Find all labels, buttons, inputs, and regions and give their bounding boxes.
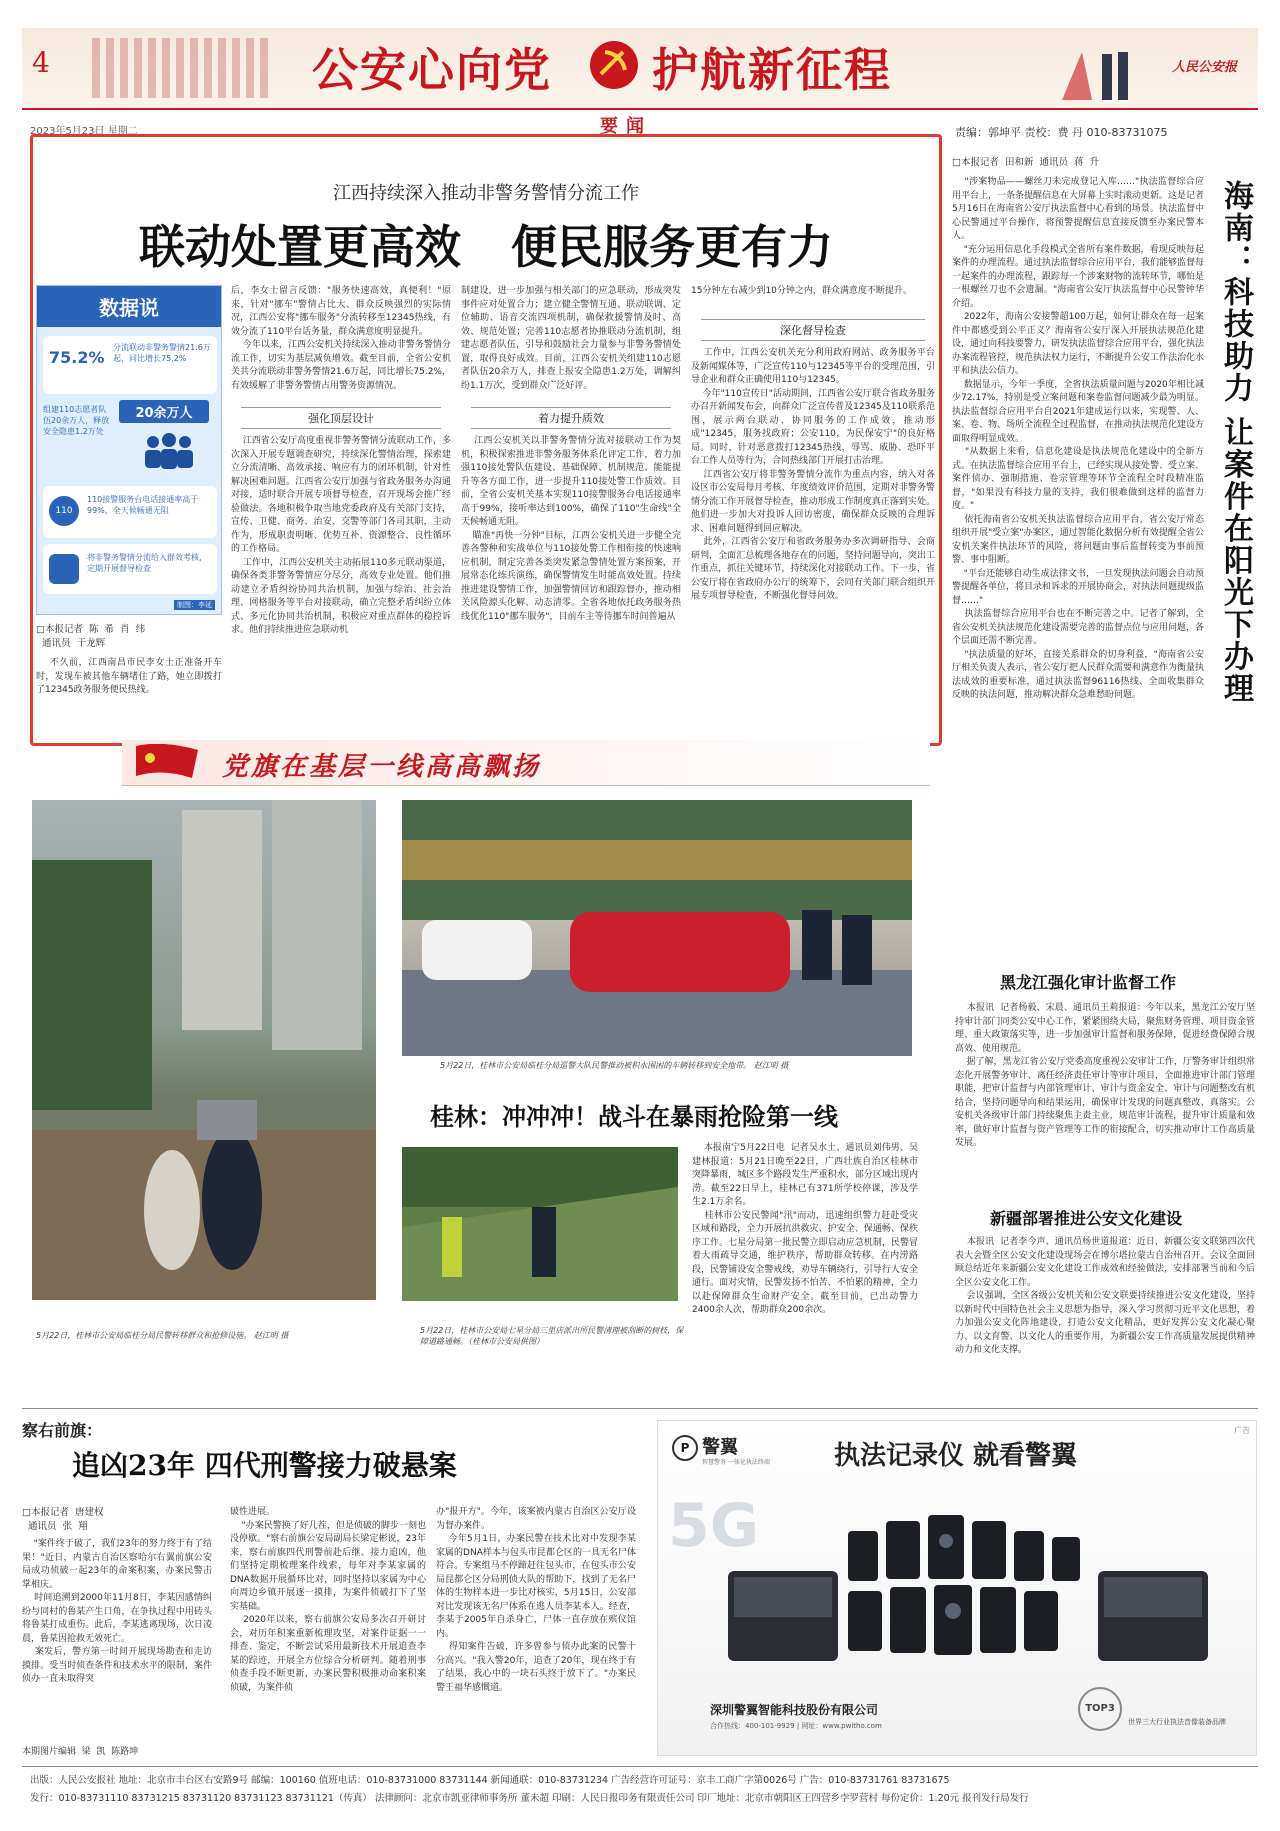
ad-brand-tagline: 智慧警务 一体化执法终端 [702,1459,770,1466]
advertisement[interactable] [657,1420,1257,1756]
subhead-improve-efficiency: 着力提升质效 [471,407,671,429]
stat-1-value: 75.2% [49,348,105,367]
ad-award: 世界三大行业执法音像装备品牌 [1128,1718,1226,1726]
photo-editor-credit: 本期图片编辑 梁 凯 陈路坤 [22,1747,139,1757]
ad-corner-label: 广告 [1234,1426,1250,1435]
page-number: 4 [32,46,50,79]
checklist-icon [49,554,79,584]
subhead-strengthen-design: 强化顶层设计 [241,407,441,429]
flood-rescue-photo [32,800,376,1300]
cold-case-column-2: 破性进展。 "办案民警换了好几茬，但是侦破的脚步一刻也没停歇。"察右前旗公安局副局长梁定彬说，23年来，察右前旗四代刑警前赴后继、接力追凶，他们坚持定期梳理案件线索，每年对李某家属的DNA数据开展循环比对，同时坚持以家属为中心向周边乡镇开展逐一摸排，为案件侦破打下了坚实基础。 2020年以来，察右前旗公安局多次召开研讨会，对历年积案重新梳理攻坚，对案件证据一一排查、鉴定，不断尝试采用最新技术开展追查李某的踪迹，开展全方位综合分析研判。随着刑事侦查手段不断更新，办案民警积极推动命案积案侦破，为案件侦 [230,1507,426,1693]
ad-slogan: 执法记录仪 就看警翼 [834,1441,1078,1471]
cold-case-column-1: "案件终于破了，我们23年的努力终于有了结果！"近日，内蒙古自治区察哈尔右翼前旗公安局成功侦破一起23年的命案积案，办案民警击掌相庆。 时间追溯到2000年11月8日，李某因感情纠纷与同村的鲁某产生口角，在争执过程中用砖头将鲁某打成重伤。此后，李某逃离现场，次日凌晨，鲁某因抢救无效死亡。 案发后，警方第一时间开展现场勘查和走访摸排。受当时侦查条件和技术水平的限制，案件侦办一直未取得突 [22,1539,212,1684]
party-banner [122,740,930,786]
guilin-headline: 桂林：冲冲冲！战斗在暴雨抢险第一线 [430,1102,838,1131]
stat-1 [43,336,217,394]
guilin-body: 本报南宁5月22日电 记者吴水土、通讯员刘伟男、吴建林报道：5月21日晚至22日，广西壮族自治区桂林市突降暴雨，城区多个路段发生严重积水，部分区域出现内涝。截至22日早上，桂林已有371所学校停课，涉及学生2.1万余名。 桂林市公安民警闻"汛"而动，迅速组织警力赶赴受灾区域和路段，全力开展抗洪救灾、护安全、保通畅、保秩序工作。七星分局第一批民警立即启动应急机制，民警冒着大雨疏导交通，维护秩序，帮助群众转移。在内涝路段，民警铺设安全警戒线，劝导车辆绕行，引导行人安全通行。面对灾情，民警发扬不怕苦、不怕累的精神，全力以赴保障群众生命财产安全。截至目前，已出动警力2400余人次，帮助群众200余次。 [692,1143,918,1315]
lead-headline [33,211,939,277]
stat-4-text: 将非警务警情分流给入群效考核，定期开展督导检查 [87,553,207,573]
data-box-title: 数据说 [37,286,221,327]
lead-column-2-bottom: 江西省公安厅高度重视非警务警情分流联动工作，多次深入开展专题调查研究，持续深化警情治理，探索建立分流清晰、高效承接、响应有力的闭环机制，针对性解决困难问题。江西省公安厅加强与省政务服务办沟通对接，适时联合开展专项督导检查，召开现场会推广经验做法。各地积极争取当地党委政府及有关部门支持，宣传、卫健、商务、治安、交警等部门各司其职，主动作为，形成职责明晰、优势互补、资源整合、良性循环的工作格局。 工作中，江西公安机关主动拓展110多元联动渠道，确保各类非警务警情应分尽分，高效专业处置。他们推动建立矛盾纠纷协同共治机制，加强与综治、社会治理、网格服务等平台对接联动，确立完整矛盾纠纷立体式、多元化协同共治机制，积极应对重点群体的稳控诉求。他们持续推进应急联动机 [231,436,451,635]
hainan-article [950,150,1255,990]
newspaper-logo: 人民公安报 [1172,60,1238,75]
flag-icon [132,744,202,782]
heilongjiang-body: 本报讯 记者杨毅、宋晨、通讯员王莉报道：今年以来，黑龙江公安厅坚持审计部门同类公安中心工作，紧紧围绕大局，聚焦财务管理、项目资金管理、重大政策落实等，进一步加强审计监督和服务保障，促进经费保障合规高效、使用规范。 据了解，黑龙江省公安厅党委高度重视公安审计工作，厅警务审计组织常态化开展警务审计、离任经济责任审计等审计项目，全面推进审计部门管理职能，把审计监督与内部管理审计、审计与资金安全、审计与问题整改有机结合，坚持问题导向和结果运用，确保审计发现的问题真整改、真落实。公安机关各级审计部门持续聚焦主责主业，规范审计流程，提升审计质量和效率，做好审计监督与资产管理等工作的衔接配合，切实推动审计工作高质量发展。 [955,1003,1255,1148]
stat-2-tag: 20余万人 [119,400,209,423]
ad-company: 深圳警翼智能科技股份有限公司 [710,1703,879,1717]
cold-case-headline: 追凶23年 四代刑警接力破悬案 [72,1449,457,1482]
stat-3 [43,486,217,538]
stat-2-text: 组建110志愿者队伍20余万人，释放安全隐患1.2万处 [43,405,110,436]
stat-1-text: 分流联动非警务警情21.6万起，同比增长75.2% [113,343,211,363]
police-figures-decoration [1062,42,1142,100]
party-banner-text: 党旗在基层一线高高飘扬 [222,752,542,782]
issue-date: 2023年5月23日 星期二 [30,126,138,137]
footer-divider [22,1766,1258,1767]
lead-column-2-top: 后，李女士留言反馈："服务快速高效，真便利！"原来，针对"挪车"警情占比大、群众反映强烈的实际情况，江西公安将"挪车服务"分流转移至12345热线，有效分流了110平台话务量，群众满意度明显提升。 今年以来，江西公安机关持续深入推动非警务警情分流工作，切实为基层减负增效。截至目前，全省公安机关共分流联动非警务警情21.6万起，同比增长75.2%，有效缓解了非警务警情占用警务资源情况。 [231,286,451,391]
hainan-byline: □本报记者 田和新 通讯员 蒋 升 [952,157,1100,168]
ad-contact: 合作热线：400-101-9929 | 网址：www.pwitho.com [710,1722,882,1730]
lead-kicker: 江西持续深入推动非警务警情分流工作 [333,183,639,204]
footer-line-1: 出版：人民公安报社 地址：北京市丰台区右安路9号 邮编：100160 值班电话：010-83731000 83731144 新闻通联：010-83731234 广告经营许可证号：京丰工商广字第0026号 广告：010-83731761 83731675 [30,1775,950,1786]
ad-5g-graphic: 5G [668,1491,759,1561]
lead-article [30,134,942,746]
cold-case-byline: □本报记者 唐建权 通讯员 张 翔 [22,1507,104,1532]
heilongjiang-headline: 黑龙江强化审计监督工作 [1000,973,1177,992]
tree-clearing-caption: 5月22日，桂林市公安局七星分局三里店派出所民警清理被刮断的树枝，保障道路通畅。（桂林市公安局供图） [420,1326,684,1346]
footer-line-2: 发行：010-83731110 83731215 83731120 83731123 83731121（传真） 法律顾问：北京市凯亚律师事务所 董未超 印刷：人民日报印务有限责任公司 印厂地址：北京市朝阳区王四营乡孛罗营村 每份定价：1.20元 报刊发行局发行 [30,1793,1029,1804]
masthead [22,28,1258,110]
lead-column-4-bottom: 工作中，江西公安机关充分利用政府网站、政务服务平台及新闻媒体等，广泛宣传110与12345等平台的受理范围，引导企业和群众正确使用110与12345。 今年"110宣传日"活动期间，江西省公安厅联合省政务服务办召开新闻发布会，向群众广泛宣传普及12345及110联系范围，展示两台联动、协同服务的工作成效，推动形成"12345，服务找政府；公安110，为民保安宁"的良好格局。同时，针对恶意拨打12345热线，辱骂、威胁、恐吓平台工作人员等行为，合同热线部门开展打击治理。 江西省公安厅将非警务警情分流作为重点内容，纳入对各设区市公安局每月考核、年度绩效评价范围，定期对非警务警情分流工作开展督导检查，推动形成工作制度真正落到实处。他们进一步加大对投诉人回访密度，确保群众反映的合理诉求、困难问题得到回应解决。 此外，江西省公安厅和省政务服务办多次调研指导、会商研判，全面汇总梳理各地存在的问题，坚持问题导向，突出工作重点，抓住关键环节，持续深化对接联动工作。下一步，省公安厅将在省政府办公厅的统筹下，会同有关部门联合组织开展专项督导检查，不断强化督导问效。 [691,348,935,601]
lead-column-4 [691,285,935,741]
body-camera-products [718,1501,1218,1681]
slogan-right: 护航新征程 [652,43,892,97]
slogan-left: 公安心向党 [312,43,552,97]
section-divider [22,1408,1258,1409]
volunteers-icon [139,430,193,474]
car-push-photo [402,800,912,1056]
car-push-caption: 5月22日，桂林市公安局临桂分局巡警大队民警推动被积水围困的车辆转移到安全地带。 赵江明 摄 [440,1061,789,1070]
editor-line: 责编：郭坤平 责校：费 丹 010-83731075 [955,126,1168,139]
headline-part-a: 联动处置更高效 [139,220,461,274]
stat-2 [43,400,217,480]
xinjiang-body: 本报讯 记者李今声、通讯员杨世道报道：近日，新疆公安文联第四次代表大会暨全区公安文化建设现场会在博尔塔拉蒙古自治州召开。会议全面回顾总结近年来新疆公安文化建设工作成效和经验做法，安排部署当前和今后全区公安文化工作。 会议强调，全区各级公安机关和公安文联要持续推进公安文化建设，坚持以新时代中国特色社会主义思想为指导，深入学习贯彻习近平文化思想，着力加强公安文化阵地建设，打造公安文化精品，更好发挥公安文化凝心聚力、以文育警、以文化人的重要作用，为新疆公安工作高质量发展提供精神动力和文化支撑。 [955,1237,1255,1355]
data-box [36,285,222,615]
hainan-vertical-title: 海南：科技助力 让案件在阳光下办理 [1218,180,1253,705]
flood-rescue-caption: 5月22日，桂林市公安局临桂分局民警转移群众和抢修设施。 赵江明 摄 [36,1331,289,1340]
stat-4 [43,544,217,594]
ad-brand: 警翼 [702,1437,738,1458]
lead-column-3-top: 制建设，进一步加强与相关部门的应急联动，形成突发事件应对处置合力；建立健全警情互通、联动联调、定位辅助、语音交流四项机制，确保救援警情及时、高效、规范处置；完善110志愿者协推联动分流机制，组建志愿者队伍，引导和鼓励社会力量参与非警务警情处置，取得良好成效。目前，江西公安机关组建110志愿者队伍20余万人，排查上报安全隐患1.2万处，调解纠纷1.1万次，受到群众广泛好评。 [461,286,681,391]
subhead-deepen-supervision: 深化督导检查 [701,319,925,341]
top3-badge: TOP3 [1078,1687,1122,1731]
xinjiang-headline: 新疆部署推进公安文化建设 [990,1209,1183,1228]
stat-3-text: 110接警服务台电话接通率高于99%，全天候畅通无阻 [87,495,199,515]
hainan-body: "涉案物品——螺丝刀未完成登记入库……"执法监督综合应用平台上，一条条提醒信息在大屏幕上实时滚动更新。这是记者5月16日在海南省公安厅执法监督中心看到的场景。执法监督中心民警通过平台操作，将预警提醒信息直接反馈至办案民警本人。 "充分运用信息化手段模式全省所有案件数据，看现反映每起案件的办理流程。通过执法监督综合应用平台，我们能够监督每一起案件的办理流程，跟踪每一个涉案财物的流转环节，哪怕是一根螺丝刀也不会遗漏。"海南省公安厅执法监督中心民警钟华介绍。 2022年，海南公安接警超100万起，如何让群众在每一起案件中都感受到公平正义？海南省公安厅深入开展执法规范化建设，通过向科技要警力，研发执法监督综合应用平台，强化执法办案流程管控，规范执法权力运行，不断提升公安工作法治化水平和执法公信力。 数据显示，今年一季度，全省执法质量问题与2020年相比减少72.17%，特别是受立案问题和案卷监督问题减少最为明显。执法监督综合应用平台自2021年建成运行以来，实现警、人、案、卷、物、场所全流程全过程监督，在推动执法规范化建设方面取得明显成效。 "从数据上来看，信息化建设是执法规范化建设中的全新方式。在执法监督综合应用平台上，已经实现从接处警、受立案、案件侦办、强制措施、卷宗管理等环节全流程全时段精准监督，"如果没有科技力量的支持，我们很难做到这样的监督力度。" 依托海南省公安机关执法监督综合应用平台，省公安厅常态组织开展"受立案"办案区，通过智能化数据分析有效提醒全省公安机关案件执法环节的风险，将问题由事后监督转变为事前预警、事中阻断。 "平台还能够自动生成法律文书，一旦发现执法问题会自动预警提醒各单位，将目录和诉求的开展协商会，对执法问题提级监督……" 执法监督综合应用平台也在不断完善之中。记者了解到，全省公安机关执法规范化建设需要完善的监督点位与应用问题，各个层面还需不断完善。 "执法质量的好坏，直接关系群众的切身利益，"海南省公安厅相关负责人表示，省公安厅把人民群众需要和满意作为衡量执法成效的重要标准，通过执法监督96116热线、全面收集群众反映的执法问题，推动解决群众急难愁盼问题。 [952,177,1204,700]
lead-byline: □本报记者 陈 希 肖 纬 通讯员 干龙辉 [36,624,146,649]
cold-case-column-3: 办"报开方"。今年，该案被内蒙古自治区公安厅设为督办案件。 今年5月1日，办案民警在技术比对中发现李某家属的DNA样本与包头市昆都仑区的一具无名尸体符合。专案组马不停蹄赶往包头市，在包头市公安局昆都仑区分局刑侦大队的帮助下，找到了无名尸体的生物样本进一步比对核实，5月15日，公安部对比发现该无名尸体系在逃人员李某本人。经查，李某于2005年自杀身亡，尸体一直存放在殡仪馆内。 得知案件告破，许多曾参与侦办此案的民警十分高兴。"我入警20年，追查了20年，现在终于有了结果，我心中的一块石头终于放下了。"办案民警王福华感慨道。 [436,1507,636,1693]
data-box-credit: 制图：李延 [174,600,215,610]
lead-column-1: 不久前，江西南昌市民李女士正准备开车时，发现车被其他车辆堵住了路，她立即拨打了12345政务服务便民热线。 [36,658,222,695]
ad-logo-icon: P [672,1435,698,1461]
headline-part-b: 便民服务更有力 [511,220,833,274]
section-label: 要闻 [600,116,652,137]
tree-clearing-photo [402,1147,678,1301]
skyline-decoration [92,38,272,98]
phone-icon: 110 [49,496,79,526]
party-emblem-icon [587,38,641,92]
lead-column-2 [231,285,451,741]
cold-case-article [22,1414,642,1764]
cold-case-kicker: 察右前旗： [22,1421,103,1440]
lead-column-4-top: 15分钟左右减少到10分钟之内，群众满意度不断提升。 [691,286,912,296]
lead-column-3 [461,285,681,741]
lead-column-3-bottom: 江西公安机关以非警务警情分流对接联动工作为契机，积极探索推进非警务服务体系化评定工作，着力加强110接处警队伍建设、基础保障、机制规范、能能提升等各方面工作，进一步提升110接处警工作质效。目前，全省公安机关基本实现110接警服务台电话接通率高于99%，接听率达到100%，确保了110"生命线"全天候畅通无阻。 瞄准"再快一分钟"目标，江西公安机关进一步健全完善各警种和实战单位与110接处警工作相衔接的快速响应机制，制定完善各类突发紧急警情处置方案预案，开展常态化练兵演练，确保警情发生时能高效处置。持续推进建设警情工作，加强警情回访和跟踪督办，推动相关风险源头化解、动态清零。全省各地依托政务服务热线优化110"挪车服务"，目前车主等待挪车时间普遍从 [461,436,681,622]
